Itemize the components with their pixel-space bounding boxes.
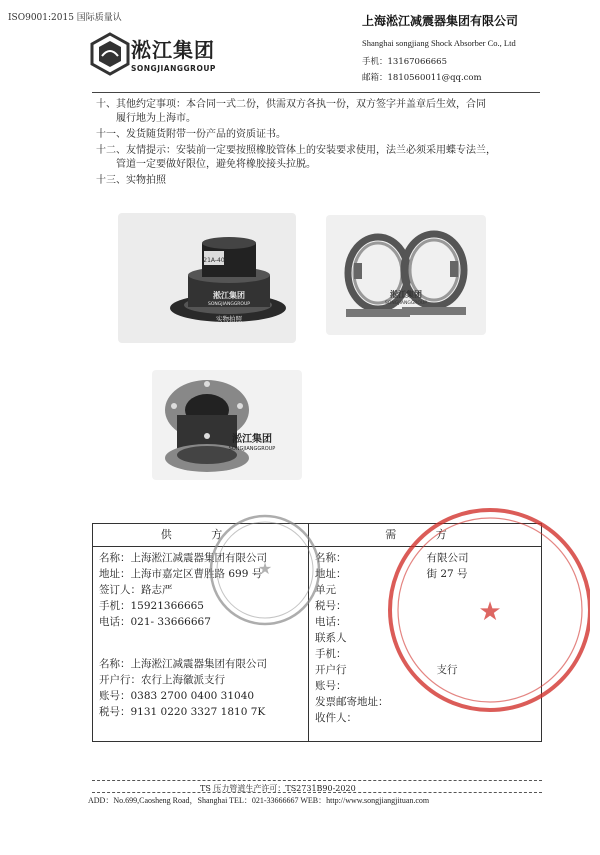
photo-caption: 实物拍照 <box>216 315 242 323</box>
buyer-account: 账号： <box>315 680 347 692</box>
clause-12 <box>96 144 536 172</box>
logo-subtitle: SONGJIANGGROUP <box>131 64 216 73</box>
footer-divider-top <box>92 780 542 781</box>
clause-10-line-1: 十、其他约定事项：本合同一式二份，供需双方各执一份，双方签字并盖章后生效，合同 <box>96 99 486 110</box>
product-photo-pipe-clamps <box>326 215 486 335</box>
svg-text:★: ★ <box>257 559 273 578</box>
supplier-account: 账号：0383 2700 0400 31040 <box>99 690 255 702</box>
logo-name: 淞江集团 <box>131 38 215 62</box>
buyer-cell <box>309 547 542 742</box>
clause-10 <box>96 98 536 126</box>
clause-13: 十三、实物拍照 <box>96 175 166 186</box>
header-divider <box>92 92 540 93</box>
supplier-mobile: 手机：15921366665 <box>99 600 204 612</box>
iso-certification: ISO9001:2015 国际质量认 <box>8 13 122 23</box>
buyer-name-partial: 有限公司 <box>426 552 469 564</box>
supplier-cell <box>93 547 309 742</box>
buyer-address: 地址： 街 27 号 <box>315 568 468 580</box>
clause-10-line-2: 履行地为上海市。 <box>116 113 196 124</box>
buyer-tax-id: 税号： <box>315 600 347 612</box>
company-name-cn: 上海淞江减震器集团有限公司 <box>362 14 519 28</box>
photo2-watermark: 淞江集团 <box>390 290 422 299</box>
contract-parties-table <box>92 523 542 742</box>
buyer-unit: 单元 <box>315 584 336 596</box>
product-photo-rubber-joint <box>118 213 296 343</box>
footer-divider-bottom <box>92 792 542 793</box>
photo3-watermark-sub: SONGJIANGGROUP <box>228 446 276 452</box>
photo-watermark: 淞江集团 <box>213 291 245 300</box>
supplier-phone: 电话：021- 33666667 <box>99 616 211 628</box>
footer-license: TS 压力管道生产许可：TS2731B90-2020 <box>200 784 356 793</box>
photo2-watermark-sub: SONGJIANGGROUP <box>384 301 428 306</box>
product-photo-flanged-joint <box>152 370 302 480</box>
photo-watermark-sub: SONGJIANGGROUP <box>207 302 251 307</box>
buyer-bank: 开户行 支行 <box>315 664 458 676</box>
supplier-bank-name: 名称：上海淞江减震器集团有限公司 <box>99 658 267 670</box>
buyer-header: 需 方 <box>309 524 542 547</box>
buyer-invoice-address: 发票邮寄地址： <box>315 696 389 708</box>
company-name-en: Shanghai songjiang Shock Absorber Co., Ltd <box>362 38 516 48</box>
supplier-address: 地址：上海市嘉定区曹胜路 699 号 <box>99 568 263 580</box>
supplier-header: 供 方 <box>93 524 309 547</box>
svg-text:★: ★ <box>478 597 502 627</box>
clause-11: 十一、发货随货附带一份产品的资质证书。 <box>96 129 286 140</box>
footer-contact: ADD：No.699,Caosheng Road，Shanghai TEL：021-33666667 WEB：http://www.songjiangjituan.com <box>88 796 430 805</box>
clause-12-line-1: 十二、友情提示：安装前一定要按照橡胶管体上的安装要求使用，法兰必须采用蝶专法兰， <box>96 145 496 156</box>
clause-12-line-2: 管道一定要做好限位，避免将橡胶接头拉脱。 <box>116 159 316 170</box>
buyer-mobile: 手机： <box>315 648 347 660</box>
supplier-tax-id: 税号：9131 0220 3327 1810 7K <box>99 706 266 718</box>
company-phone: 手机：13167066665 <box>362 57 447 67</box>
buyer-recipient: 收件人： <box>315 712 357 724</box>
company-email: 邮箱：1810560011@qq.com <box>362 73 482 83</box>
company-logo-icon <box>90 32 130 76</box>
supplier-signer: 签订人：路志严 <box>99 584 173 596</box>
buyer-contact: 联系人 <box>315 632 347 644</box>
buyer-bank-partial: 支行 <box>436 664 458 676</box>
supplier-name: 名称：上海淞江减震器集团有限公司 <box>99 552 267 564</box>
photo3-watermark: 淞江集团 <box>232 434 272 445</box>
buyer-address-partial: 街 27 号 <box>426 568 468 580</box>
supplier-bank: 开户行：农行上海徽派支行 <box>99 674 225 686</box>
product-label: 21A-40 <box>203 257 225 264</box>
buyer-phone: 电话： <box>315 616 347 628</box>
buyer-name: 名称： 有限公司 <box>315 552 469 564</box>
